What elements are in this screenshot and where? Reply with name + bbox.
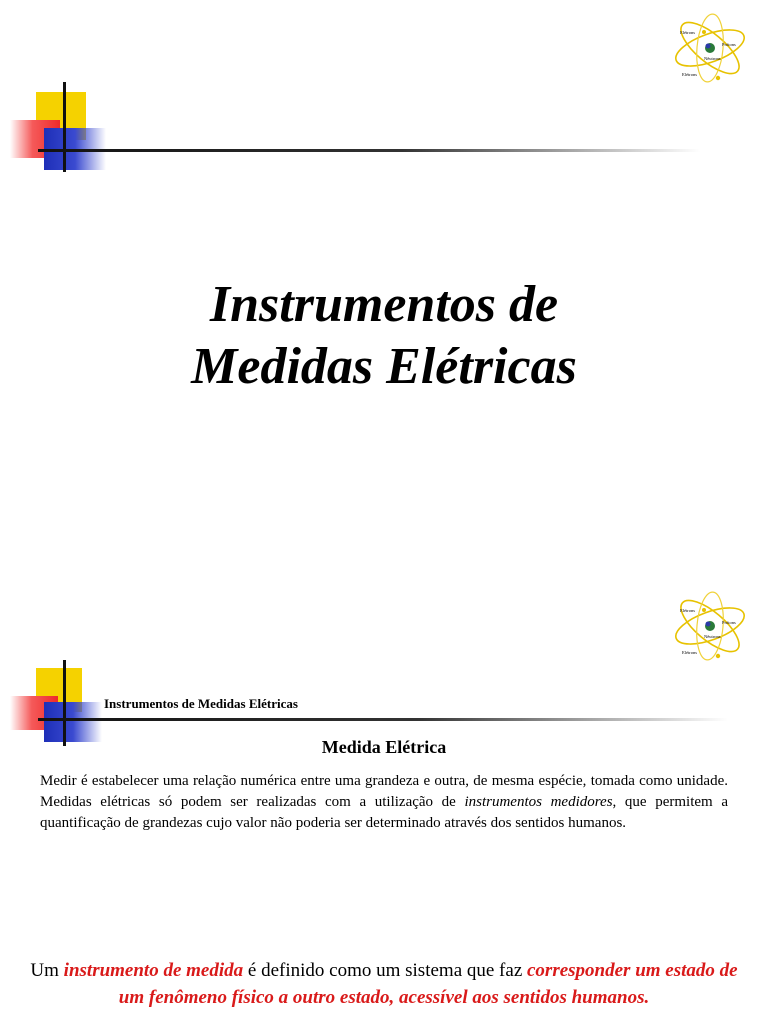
logo-label-4: Elétrons [682, 650, 697, 655]
atom-logo [668, 588, 752, 664]
definition-paragraph [40, 771, 728, 834]
para-italic-term: instrumentos medidores [464, 794, 613, 810]
def-highlight-2: corresponder um estado de um fenômeno físico a outro estado, acessível aos sentidos humanos. [118, 960, 738, 1008]
logo-label-3: Nêutrons [704, 56, 721, 61]
instrument-definition [30, 957, 738, 1011]
logo-label-4: Elétrons [682, 72, 697, 77]
def-highlight-1: instrumento de medida [63, 960, 244, 981]
header-rule [38, 149, 700, 152]
logo-label-2: Prótons [722, 42, 736, 47]
slide-title [0, 274, 768, 398]
title-line-2: Medidas Elétricas [191, 338, 577, 395]
para-text-1: Medir é estabelecer uma relação numérica entre uma grandeza e outra, de mesma espécie, tomada como unidade. Medidas elétricas só podem ser realizadas com a utilização de [40, 773, 728, 810]
def-text-1: Um [30, 960, 64, 981]
header-rule [38, 718, 728, 721]
logo-label-1: Elétrons [680, 30, 695, 35]
def-text-2: é definido como um sistema que faz [243, 960, 527, 981]
logo-label-1: Elétrons [680, 608, 695, 613]
logo-label-2: Prótons [722, 620, 736, 625]
title-line-1: Instrumentos de [209, 276, 559, 333]
atom-logo [668, 10, 752, 86]
slide-header-label: Instrumentos de Medidas Elétricas [104, 696, 298, 711]
corner-decoration [0, 80, 120, 175]
content-slide [0, 580, 768, 1024]
section-heading: Medida Elétrica [321, 737, 447, 757]
para-text-2: , que permitem a quantificação de grandezas cujo valor não poderia ser determinado através dos sentidos humanos. [40, 794, 728, 831]
logo-label-3: Nêutrons [704, 634, 721, 639]
